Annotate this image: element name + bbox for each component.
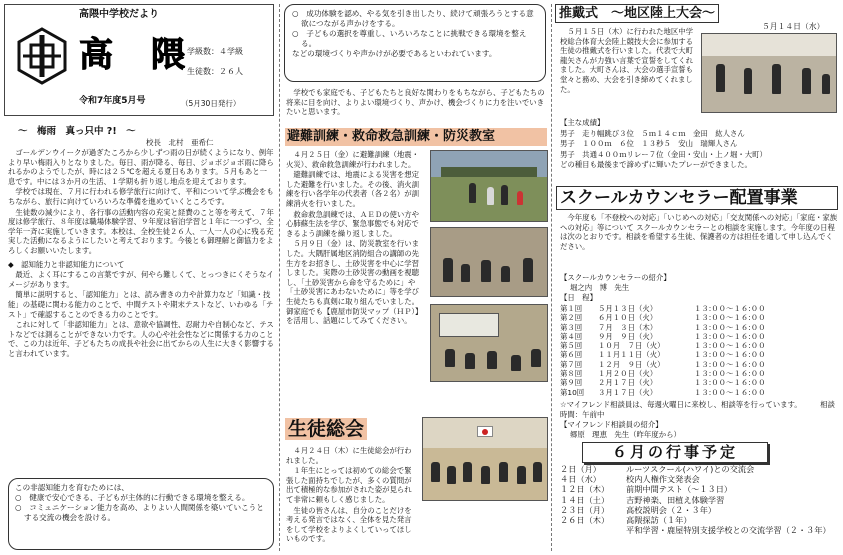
counselor-intro: 今年度も「不登校への対応」「いじめへの対応」「交友関係への対応」「家庭・家族への対応」等について スクールカウンセラーとの相談を実施します。今年度の日程は次のとおりです。相談を希望する生徒、保護者の方は担任を通して申し込んでください。 [560,213,838,251]
advice-box [284,4,546,82]
counselor-schedule [560,304,840,397]
assembly-paragraph: ４月２４日（木）に生徒総会が行われました。 [286,446,412,465]
schedule-row: 第２回 ６月１０日（火） １３:００～１６:００ [560,313,766,323]
principal-byline: 校長 北村 亜希仁 [146,138,214,147]
friendly-label: 【マイフレンド相談員の紹介】 [560,420,663,429]
friendly-name: 郷原 理恵 先生（昨年度から） [570,430,681,439]
ability-item: ○ 健康で安心できる、子どもが主体的に行動できる環境を整える。 [15,493,250,502]
schedule-row: 第４回 ９月 ９日（火） １３:００～１６:００ [560,331,766,341]
schedule-row: 第１回 ５月１３日（火） １３:００～１６:００ [560,304,766,313]
track-results-heading: 【主な成績】 [560,118,605,127]
track-result: 男子 共通４００ｍリレー７位（金田・安山・上ノ堀・大町） [560,149,767,159]
advice-closing: などの環境づくりや声かけが必要であるといわれています。 [292,49,497,58]
issue-date: （5月30日発行） [181,99,241,108]
track-date: ５月１４日（水） [762,22,825,31]
newsletter-title: 高 隈 [79,35,187,75]
schedule-row: 第10回 ３月１７日（火） １３:００～１６:００ [560,387,766,397]
drill-photo-classroom [430,304,548,382]
principal-paragraph: 学校では現在、７月に行われる修学旅行に向けて、平和について学ぶ機会をもちながら、旅行に向けていろいろな準備を進めていくところです。 [8,187,274,206]
assembly-paragraph: １年生にとっては初めての総会で緊張した面持ちでしたが、多くの質問が出て積極的な参加がされた姿が見られて非常に頼もしく感じました。 [286,466,412,504]
principal-heading: ～ 梅雨 真っ只中 ?! ～ [18,126,136,137]
counselor-heading: スクールカウンセラー配置事業 [556,186,838,210]
issue-label: 令和7年度5月号 [79,96,146,106]
cognitive-heading: ◆ 認知能力と非認知能力について [8,259,125,269]
event-row: １４日（土） 吉野神楽、田植え体験学習 [560,494,725,505]
drill-photo-field [430,150,548,222]
column-divider [551,4,552,551]
drill-heading: 避難訓練・救命救急訓練・防災教室 [285,128,547,146]
cognitive-paragraph: 簡単に説明すると、「認知能力」とは、読み書きの力や計算力など「知識・技能」の基礎に関わる能力のことで、中間テストや期末テストなど、いわゆる「テスト」で確認することのできる力のことです。 [8,290,274,319]
track-result: 男子 走り幅跳び３位 ５ｍ１４ｃｍ 金田 紘人さん [560,128,745,138]
student-count: 生徒数：２６人 [187,67,243,76]
schedule-row: 第３回 ７月 ３日（木） １３:００～１６:００ [560,322,766,332]
drill-paragraph: 避難訓練では、地震による災害を想定した避難を行いました。その後、消火訓練を行い各学年の代表者（各２名）が訓練消火を行いました。 [286,170,420,208]
assembly-text [286,446,418,545]
ability-box-title: この非認知能力を育むためには、 [15,483,129,492]
principal-paragraph: 生徒数の減少により、各行事の活動内容の充実と経費のこと等を考えて、７年度は修学旅行、８年度は職場体験学習、９年度は宿泊学習と１年に一つずつ、全学年一斉に実施していきます。本校は、全校生徒２６人、一人一人の心に残る充実した活動になるようにしたいと考えております。今後とも御理解と御協力をよろしくお願いいたします。 [8,207,274,255]
drill-paragraph: 救命救急訓練では、ＡＥＤの使い方や心肺蘇生法を学び、緊急事態でも対応できるよう訓練を繰り返しました。 [286,209,420,238]
schedule-row: 第６回 １１月１１日（火） １３:００～１６:００ [560,350,766,360]
track-closing: どの種目も最後まで諦めずに輝いたプレーができました。 [560,160,752,170]
column-divider [279,4,280,551]
principal-message [8,148,274,359]
schedule-label: 【日 程】 [560,293,597,302]
counselor-name: 堀之内 博 先生 [570,283,630,292]
schedule-row: 第９回 ２月１７日（火） １３:００～１６:００ [560,378,766,388]
event-row: ２３日（月） 高校説明会（２・３年） [560,504,717,515]
counselor-intro-label: 【スクールカウンセラーの紹介】 [560,273,671,282]
drill-paragraph: ５月９日（金）は、防災教室を行いました。大隅肝属地区消防組合の講師の先生方をお招きし、土砂災害を中心に学習しました。実際の土砂災害の動画を視聴し、「土砂災害から命を守るために」や「土砂災害にあわないために」等を学び生徒たちも真剣に取り組んでいました。御家庭でも【鹿屋市防災マップ（ＨＰ）】を活用し、話題にしてみてください。 [286,239,423,326]
assembly-heading: 生徒総会 [285,418,367,440]
friendly-note: ☆マイフレンド相談員は、毎週火曜日に来校し、相談等を行っています。 相談時間：午前中 [560,400,835,419]
drill-photo-aed [430,227,548,297]
track-text: ５月１５日（木）に行われた地区中学校総合体育大会陸上競技大会に参加する生徒の推戴式を行いました。代表で大町龍矢さんが力強い言葉で宣誓をしてくれました。大町さんは、大会の選手宣誓も堂々と務め、大会を引き締めてくれました。 [560,27,694,94]
assembly-photo [422,417,548,501]
track-heading: 推戴式 ～地区陸上大会～ [555,4,719,23]
advice-item: ○ 成功体験を認め、やる気を引き出したり、続けて頑張ろうとする意欲につながる声かけをする。 [292,9,534,28]
cognitive-paragraph: これに対して「非認知能力」とは、意欲や協調性、忍耐力や自制心など、テストなどでは測ることができない力です。人の心や社会性などに関係する力のことで、この力は近年、子どもたちの成長や社会に出てからの人生に大きく影響すると言われています。 [8,320,274,358]
school-name: 高隈中学校だより [79,9,159,20]
cognitive-paragraph: 最近、よく耳にするこの言葉ですが、何やら難しくて、とっつきにくそうなイメージがあります。 [8,270,274,289]
events-heading: ６月の行事予定 [582,442,768,463]
event-row: 平和学習・鹿屋特別支援学校との交流学習（２・３年） [626,525,831,536]
class-count: 学級数：４学級 [187,47,243,56]
events-list [560,464,840,535]
advice-follow-text: 学校でも家庭でも、子どもたちと良好な関わりをもちながら、子どもたちの将来に目を向け、よりよい環境づくり、声かけ、機会づくりに力を注いでいきたいと思います。 [286,88,545,117]
drill-text [286,150,426,327]
event-row: ２日（月） ルーツスクール(ハワイ)との交流会 [560,464,755,474]
drill-paragraph: ４月２５日（金）に避難訓練（地震・火災）、救命救急訓練が行われました。 [286,150,420,169]
advice-item: ○ 子どもの選択を尊重し、いろいろなことに挑戦できる環境を整える。 [292,29,527,48]
ability-box [8,478,274,550]
track-photo [701,33,837,113]
assembly-paragraph: 生徒の皆さんは、自分のことだけを考える発言ではなく、全体を見た発言をして学校をよりよくしていってほしいものです。 [286,505,412,544]
track-results [560,118,840,171]
track-result: 男子 １００ｍ ６位 １３秒５ 安山 瑞輝人さん [560,139,738,149]
event-row: ４日（水） 校内人権作文発表会 [560,474,700,485]
schedule-row: 第８回 １月２０日（火） １３:００～１６:００ [560,369,766,379]
school-emblem-icon [13,27,71,85]
event-row: １２日（木） 前期中間テスト（～１３日） [560,484,733,495]
schedule-row: 第５回 １０月 ７日（火） １３:００～１６:００ [560,341,766,351]
ability-item: ○ コミュニケーション能力を高め、よりよい人間関係を築いていこうとする交流の機会を設ける。 [15,503,264,522]
masthead [4,4,274,116]
event-row: ２６日（木） 高隈探訪（１年） [560,515,692,526]
principal-paragraph: ゴールデンウイークが過ぎたころから少しずつ雨の日が続くようになり、例年より早い梅雨入りとなりました。毎日、雨が降る、毎日、ジョボジョボ雨に降られるかのようでしたが、時には２５℃を超える夏日もあります。５月もあと一息です。中には３か月の生活、１学期も折り返し地点を迎えております。 [8,148,274,186]
schedule-row: 第７回 １２月 ９日（火） １３:００～１６:００ [560,359,766,369]
